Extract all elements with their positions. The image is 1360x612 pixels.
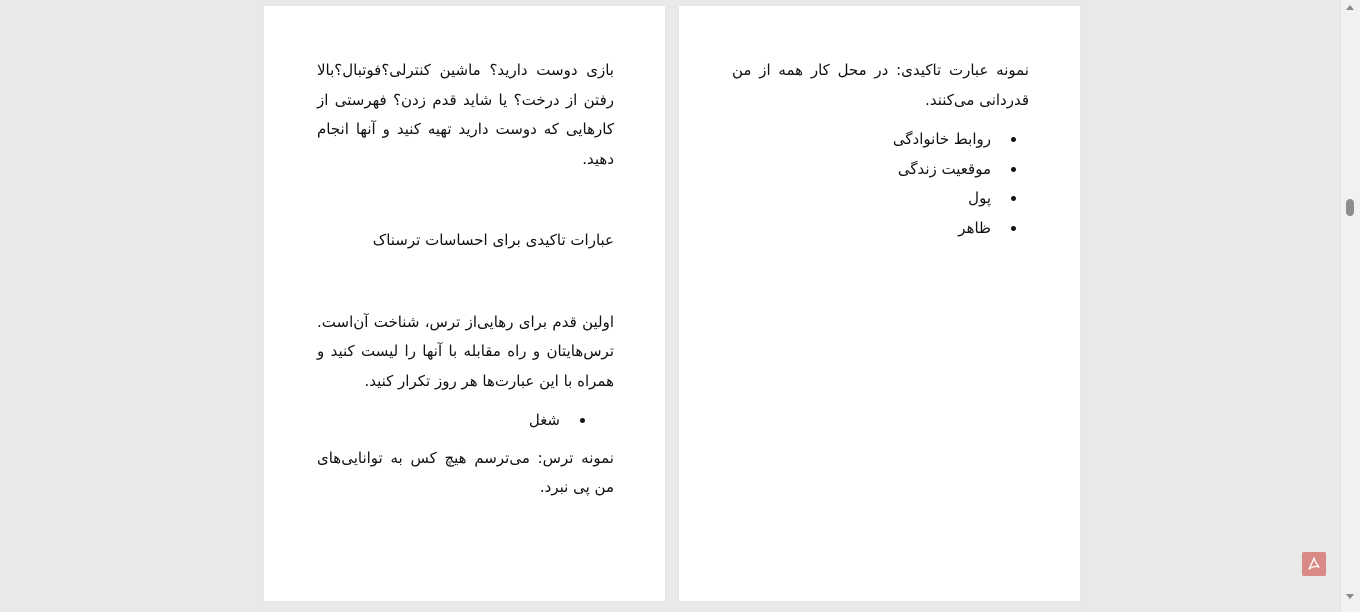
- page-left-content: [317, 56, 614, 503]
- section-heading-fear: عبارات تاکیدی برای احساسات ترسناک: [372, 231, 614, 249]
- bullet-list-fear: [317, 406, 614, 436]
- list-item: ظاهر: [732, 214, 991, 244]
- scroll-up-arrow-icon[interactable]: [1346, 5, 1354, 10]
- list-item: موقعیت زندگی: [732, 155, 991, 185]
- list-item: شغل: [317, 406, 560, 436]
- vertical-scrollbar[interactable]: [1340, 0, 1360, 612]
- pdf-glyph-icon: [1306, 556, 1322, 572]
- list-item: پول: [732, 184, 991, 214]
- document-viewer: [2, 0, 1341, 612]
- paragraph-fear-intro: اولین قدم برای رهایی‌از ترس، شناخت آن‌است. ترس‌هایتان و راه مقابله با آنها را لیست کنید و همراه با این عبارت‌ها هر روز تکرار کنید.: [317, 312, 614, 390]
- page-right-content: [732, 56, 1029, 251]
- paragraph-hobbies: بازی دوست دارید؟ ماشین کنترلی؟فوتبال؟بالا رفتن از درخت؟ یا شاید قدم زدن؟ فهرستی از کارهایی که دوست دارید تهیه کنید و آنها انجام دهید.: [317, 61, 614, 168]
- list-item: روابط خانوادگی: [732, 125, 991, 155]
- bullet-list-topics: [732, 125, 1029, 243]
- paragraph-fear-example: نمونه ترس: می‌ترسم هیچ کس به توانایی‌های من پی نبرد.: [317, 448, 614, 496]
- page-left: [264, 6, 665, 601]
- page-right: [679, 6, 1080, 601]
- scroll-thumb[interactable]: [1346, 199, 1354, 216]
- paragraph-affirmation-example: نمونه عبارت تاکیدی: در محل کار همه از من قدردانی می‌کنند.: [732, 61, 1029, 109]
- pdf-icon[interactable]: [1302, 552, 1326, 576]
- scroll-down-arrow-icon[interactable]: [1346, 594, 1354, 599]
